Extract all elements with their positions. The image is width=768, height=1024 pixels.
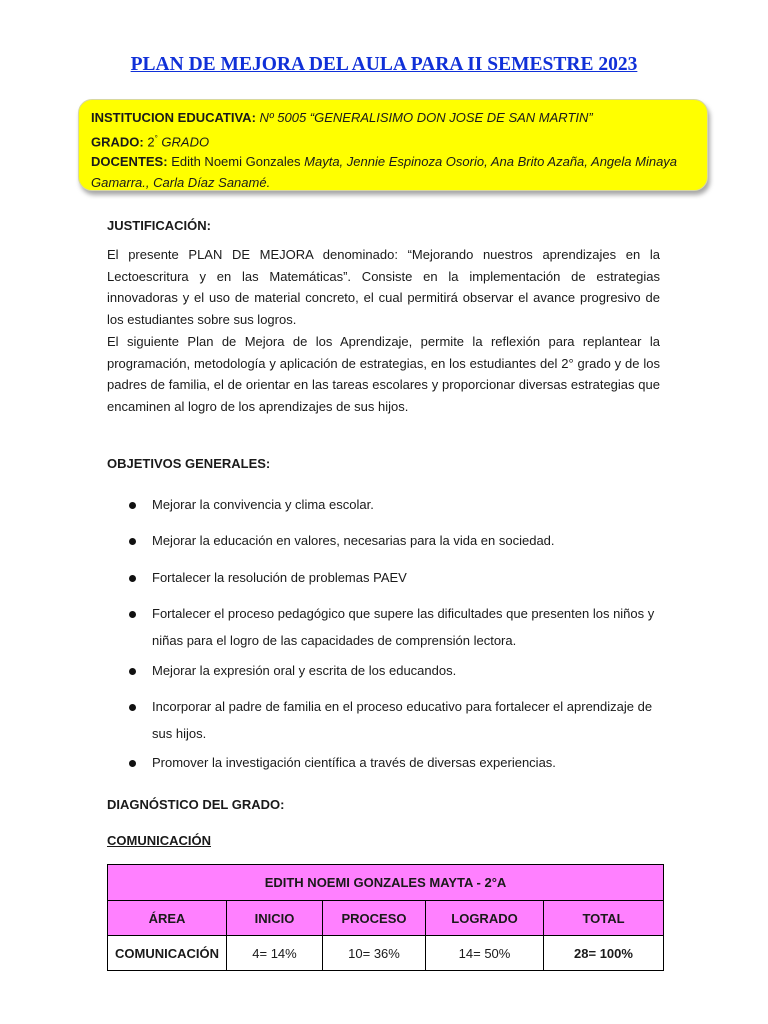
docentes-line [91,152,695,173]
table-cell: 14= 50% [426,936,544,971]
grado-sup: ° [154,133,158,143]
grado-label: GRADO: [91,133,144,149]
institucion-label: INSTITUCION EDUCATIVA: [91,110,256,125]
docentes-label: DOCENTES: [91,154,168,170]
bullet-icon [129,538,136,545]
objetivo-item: Mejorar la expresión oral y escrita de los educandos. [107,658,660,685]
objetivo-item: Mejorar la educación en valores, necesarias para la vida en sociedad. [107,528,660,555]
table-cell: 4= 14% [227,936,323,971]
institucion-value: Nº 5005 “GENERALISIMO DON JOSE DE SAN MARTIN” [259,110,593,125]
objetivo-item: Mejorar la convivencia y clima escolar. [107,492,660,519]
grado-value: GRADO [161,133,210,149]
objetivo-item: Fortalecer la resolución de problemas PAEV [107,565,660,592]
comunicacion-subheading: COMUNICACIÓN [107,833,211,848]
docentes-rest: Mayta, Jennie Espinoza Osorio, Ana Brito Azaña, Angela Minaya [304,154,678,170]
table-row [108,936,664,971]
table-header: LOGRADO [426,901,544,936]
docentes-first: Edith Noemi Gonzales [171,154,301,170]
table-title-row [108,865,664,901]
bullet-icon [129,704,136,711]
justificacion-paragraph-2: El siguiente Plan de Mejora de los Aprendizaje, permite la reflexión para replantear la programación, metodología y aplicación de estrategias, en los estudiantes del 2° grado y de los padres de familia, el de orientar en las tareas escolares y proporcionar diversas estrategias que encaminen al logro de los aprendizajes de sus hijos. [107,333,660,414]
grado-number: 2 [147,133,155,149]
bullet-icon [129,760,136,767]
justificacion-paragraph-1: El presente PLAN DE MEJORA denominado: “Mejorando nuestros aprendizajes en la Lectoescritura y en las Matemáticas”. Consiste en la implementación de estrategias innovadoras y el uso de material concreto, el cual permitirá observar el avance progresivo de los estudiantes sobre sus logros. [107,247,660,328]
document-title: PLAN DE MEJORA DEL AULA PARA II SEMESTRE 2023 [130,54,638,75]
table-title: EDITH NOEMI GONZALES MAYTA - 2°A [108,865,664,901]
table-cell-total: 28= 100% [544,936,664,971]
objetivos-heading: OBJETIVOS GENERALES: [107,456,271,471]
info-box [78,99,708,191]
docentes-line-2: Gamarra., Carla Díaz Sanamé. [91,174,271,190]
diagnostico-heading: DIAGNÓSTICO DEL GRADO: [107,797,285,812]
objetivo-item: Incorporar al padre de familia en el proceso educativo para fortalecer el aprendizaje de sus hijos. [107,694,660,747]
table-header: TOTAL [544,901,664,936]
justificacion-body [107,244,660,418]
justificacion-heading: JUSTIFICACIÓN: [107,218,211,233]
table-header: INICIO [227,901,323,936]
institucion-line [91,108,695,129]
table-header-row [108,901,664,936]
bullet-icon [129,502,136,509]
table-header: PROCESO [323,901,426,936]
objetivo-item: Promover la investigación científica a través de diversas experiencias. [107,750,660,777]
grado-line [91,129,695,153]
diagnostico-table [107,864,664,971]
bullet-icon [129,575,136,582]
bullet-icon [129,668,136,675]
table-header: ÁREA [108,901,227,936]
table-cell: 10= 36% [323,936,426,971]
bullet-icon [129,611,136,618]
objetivo-item: Fortalecer el proceso pedagógico que supere las dificultades que presenten los niños y niñas para el logro de las capacidades de comprensión lectora. [107,601,660,654]
table-cell-area: COMUNICACIÓN [108,936,227,971]
